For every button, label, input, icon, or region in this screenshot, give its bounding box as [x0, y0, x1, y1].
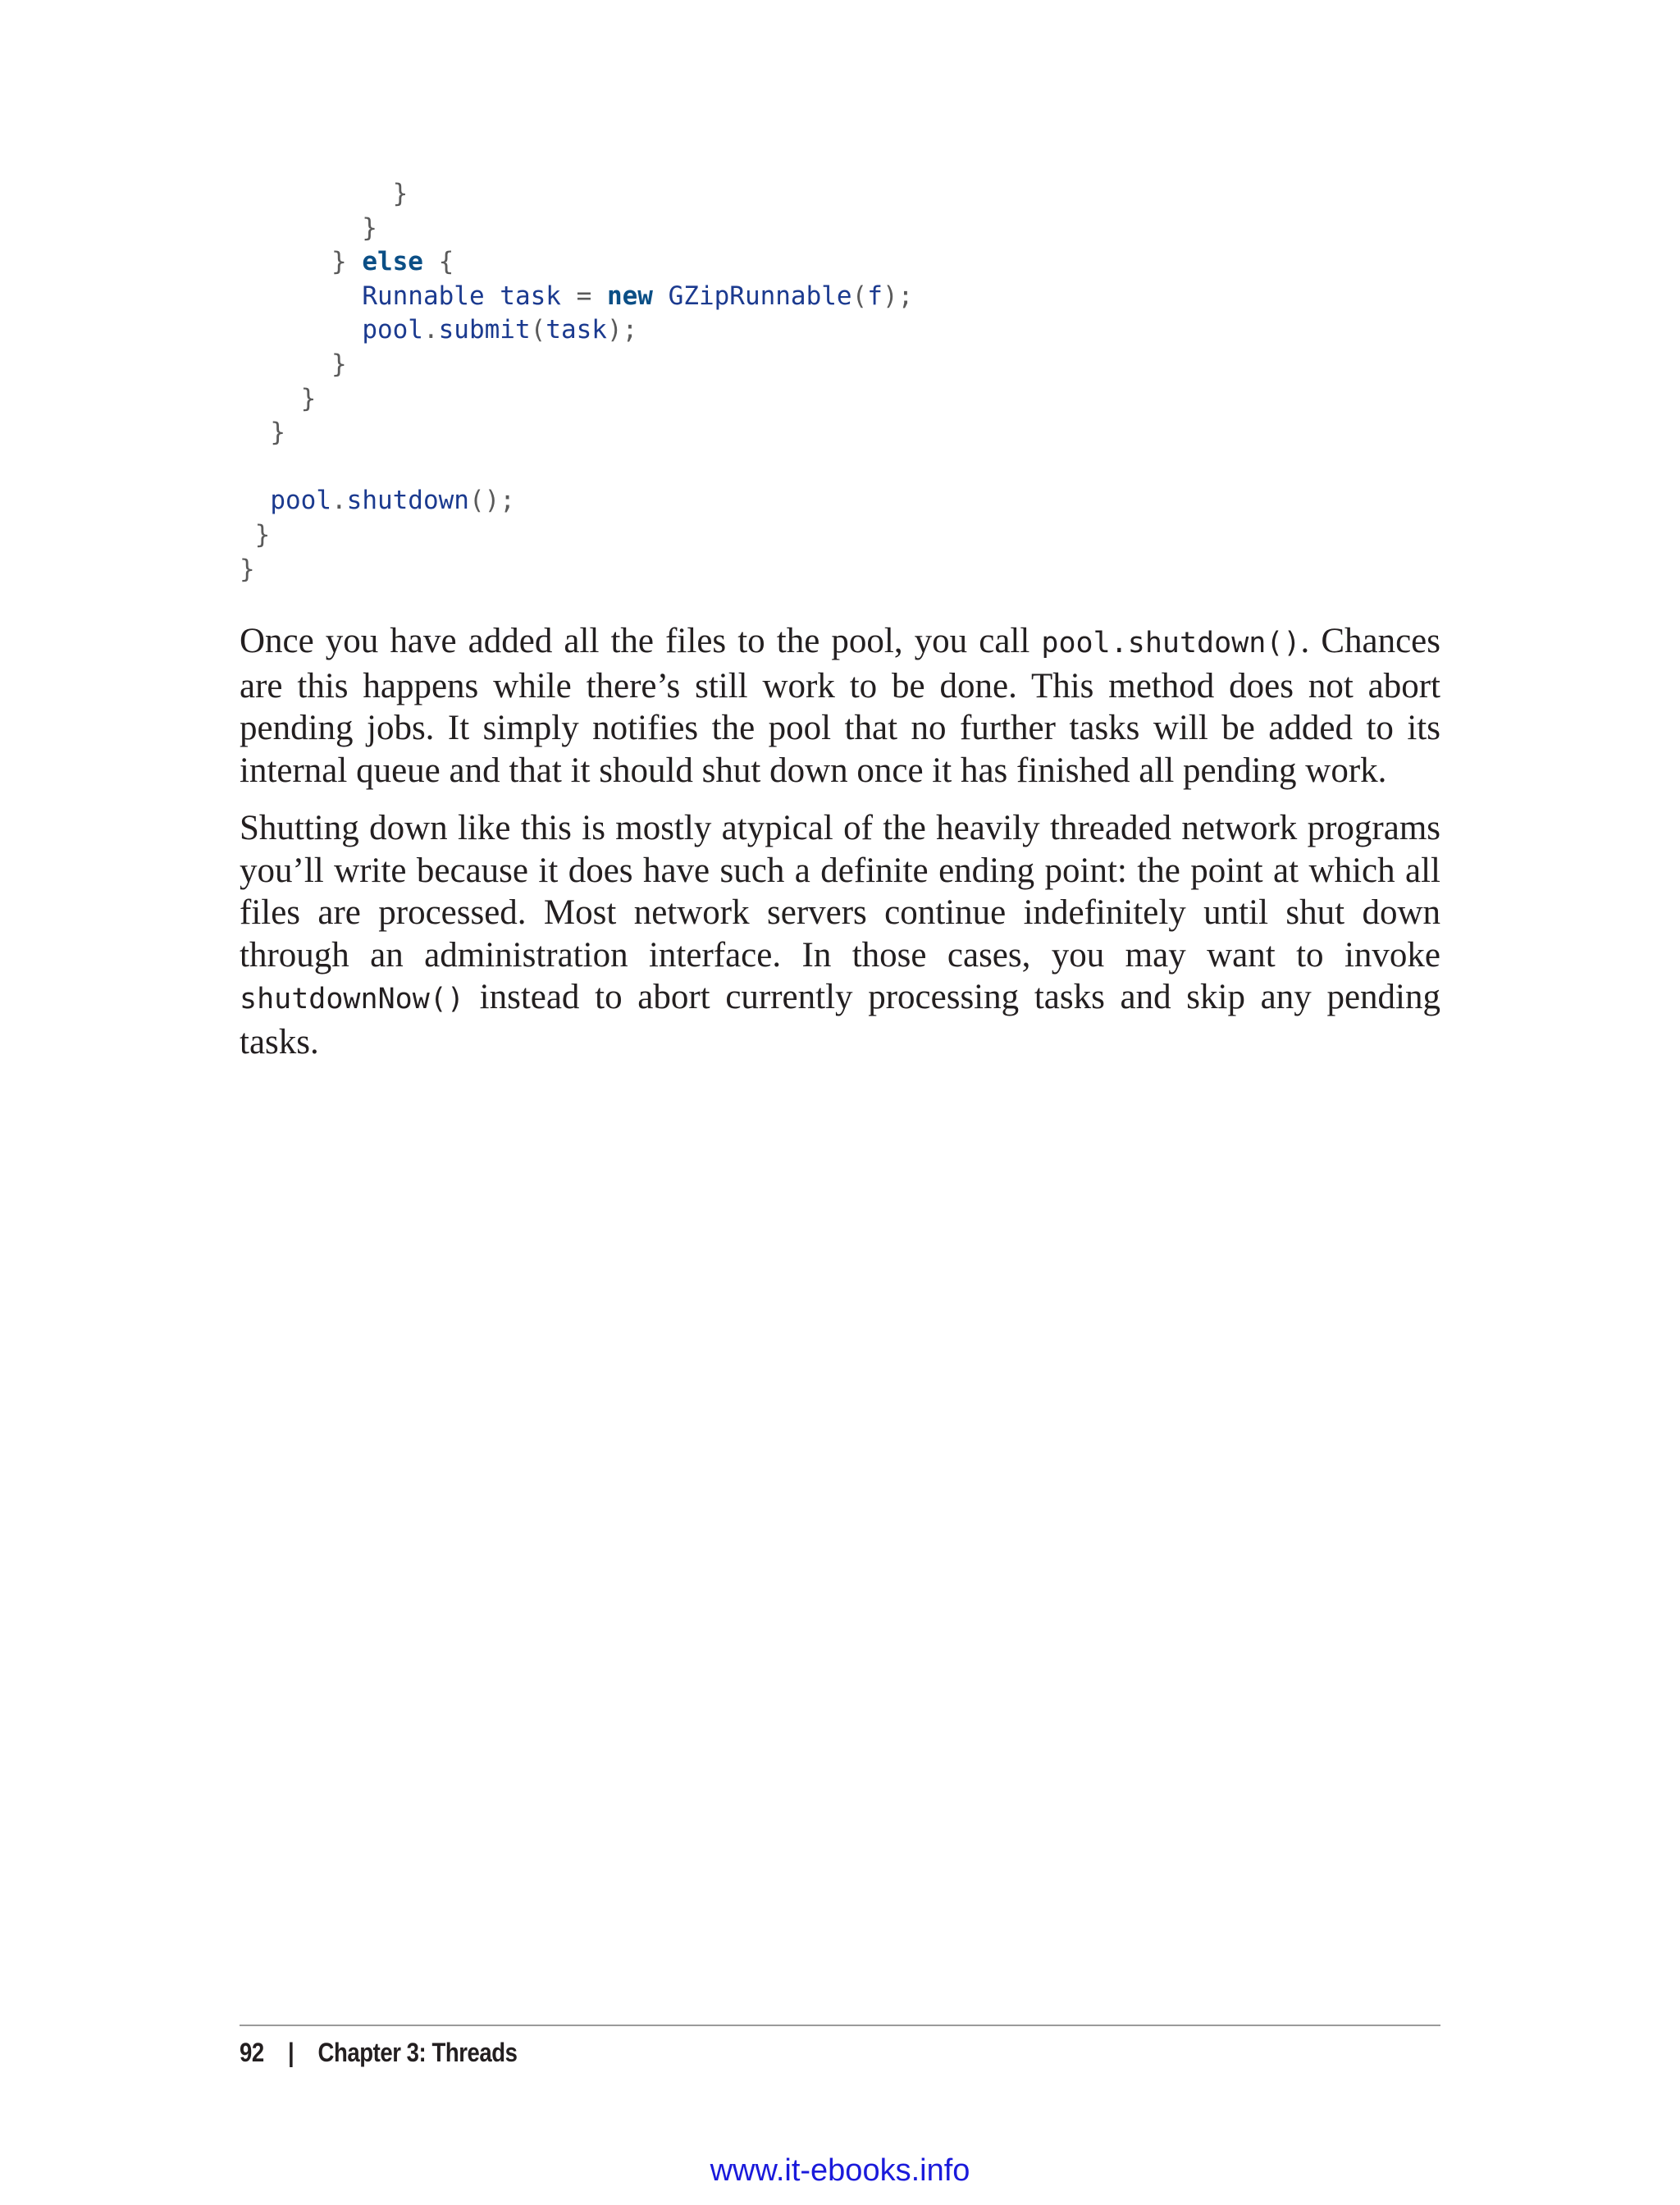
code-token: pool — [362, 315, 423, 345]
code-token: ); — [606, 315, 638, 345]
code-token: { — [422, 247, 454, 277]
paragraph-text: Once you have added all the files to the pool, you call — [240, 622, 1042, 660]
paragraph-text: instead to abort currently processing tasks and skip any pending tasks. — [240, 978, 1440, 1061]
code-line — [240, 450, 913, 485]
code-token: shutdown — [346, 486, 469, 516]
code-token: } — [240, 383, 317, 413]
code-token: } — [240, 418, 285, 448]
code-token: new — [606, 281, 653, 311]
code-token: = — [560, 281, 607, 311]
code-token: GZipRunnable — [668, 281, 852, 311]
code-line — [240, 416, 913, 450]
code-token: . — [331, 486, 347, 516]
inline-code: pool.shutdown() — [1041, 627, 1301, 660]
watermark-link[interactable]: www.it-ebooks.info — [710, 2153, 970, 2188]
code-line — [240, 553, 913, 587]
code-token: f — [867, 281, 883, 311]
code-token: } — [240, 519, 271, 550]
code-line — [240, 313, 913, 348]
code-line — [240, 484, 913, 518]
code-token: } — [240, 212, 377, 243]
inline-code: shutdownNow() — [240, 983, 464, 1016]
body-paragraph — [240, 620, 1440, 792]
body-paragraph — [240, 807, 1440, 1063]
chapter-title: Chapter 3: Threads — [317, 2038, 518, 2067]
code-token: ( — [851, 281, 868, 311]
paragraph-text: Shutting down like this is mostly atypical of the heavily threaded network programs you’ll write because it does have such a definite ending point: the point at which all files are processed. Most network servers continue indefinitely until shut down through an administration interface. In those cases, you may want to invoke — [240, 809, 1440, 975]
code-token: } — [240, 349, 347, 379]
page-footer — [240, 2034, 518, 2070]
footer-divider — [240, 2025, 1440, 2026]
code-token — [240, 486, 270, 515]
code-line — [240, 280, 913, 314]
code-line — [240, 382, 913, 417]
code-line — [240, 212, 913, 246]
code-token — [240, 281, 362, 311]
code-line — [240, 245, 913, 280]
code-token: task — [546, 315, 607, 345]
footer-separator: | — [287, 2038, 294, 2067]
code-token: ( — [530, 315, 546, 345]
code-line — [240, 518, 913, 553]
code-token: Runnable task — [362, 281, 561, 311]
code-token: submit — [438, 315, 531, 345]
code-token: } — [240, 247, 363, 277]
paragraph-text: . Chances are this happens while there’s still work to be done. This method does not abort pending jobs. It simply notifies the pool that no further tasks will be added to its internal queue and that it should shut down once it has finished all pending work. — [240, 622, 1440, 790]
code-token: pool — [270, 486, 331, 516]
code-line — [240, 348, 913, 382]
code-token: } — [240, 179, 409, 208]
code-token — [240, 315, 362, 345]
code-token: (); — [468, 486, 515, 516]
code-token: . — [422, 315, 439, 345]
code-token: ); — [882, 281, 914, 311]
code-listing — [240, 177, 913, 587]
code-line — [240, 177, 913, 212]
code-token: else — [362, 247, 423, 277]
code-token: } — [240, 554, 255, 584]
code-token — [653, 281, 669, 311]
page-number: 92 — [240, 2038, 264, 2067]
